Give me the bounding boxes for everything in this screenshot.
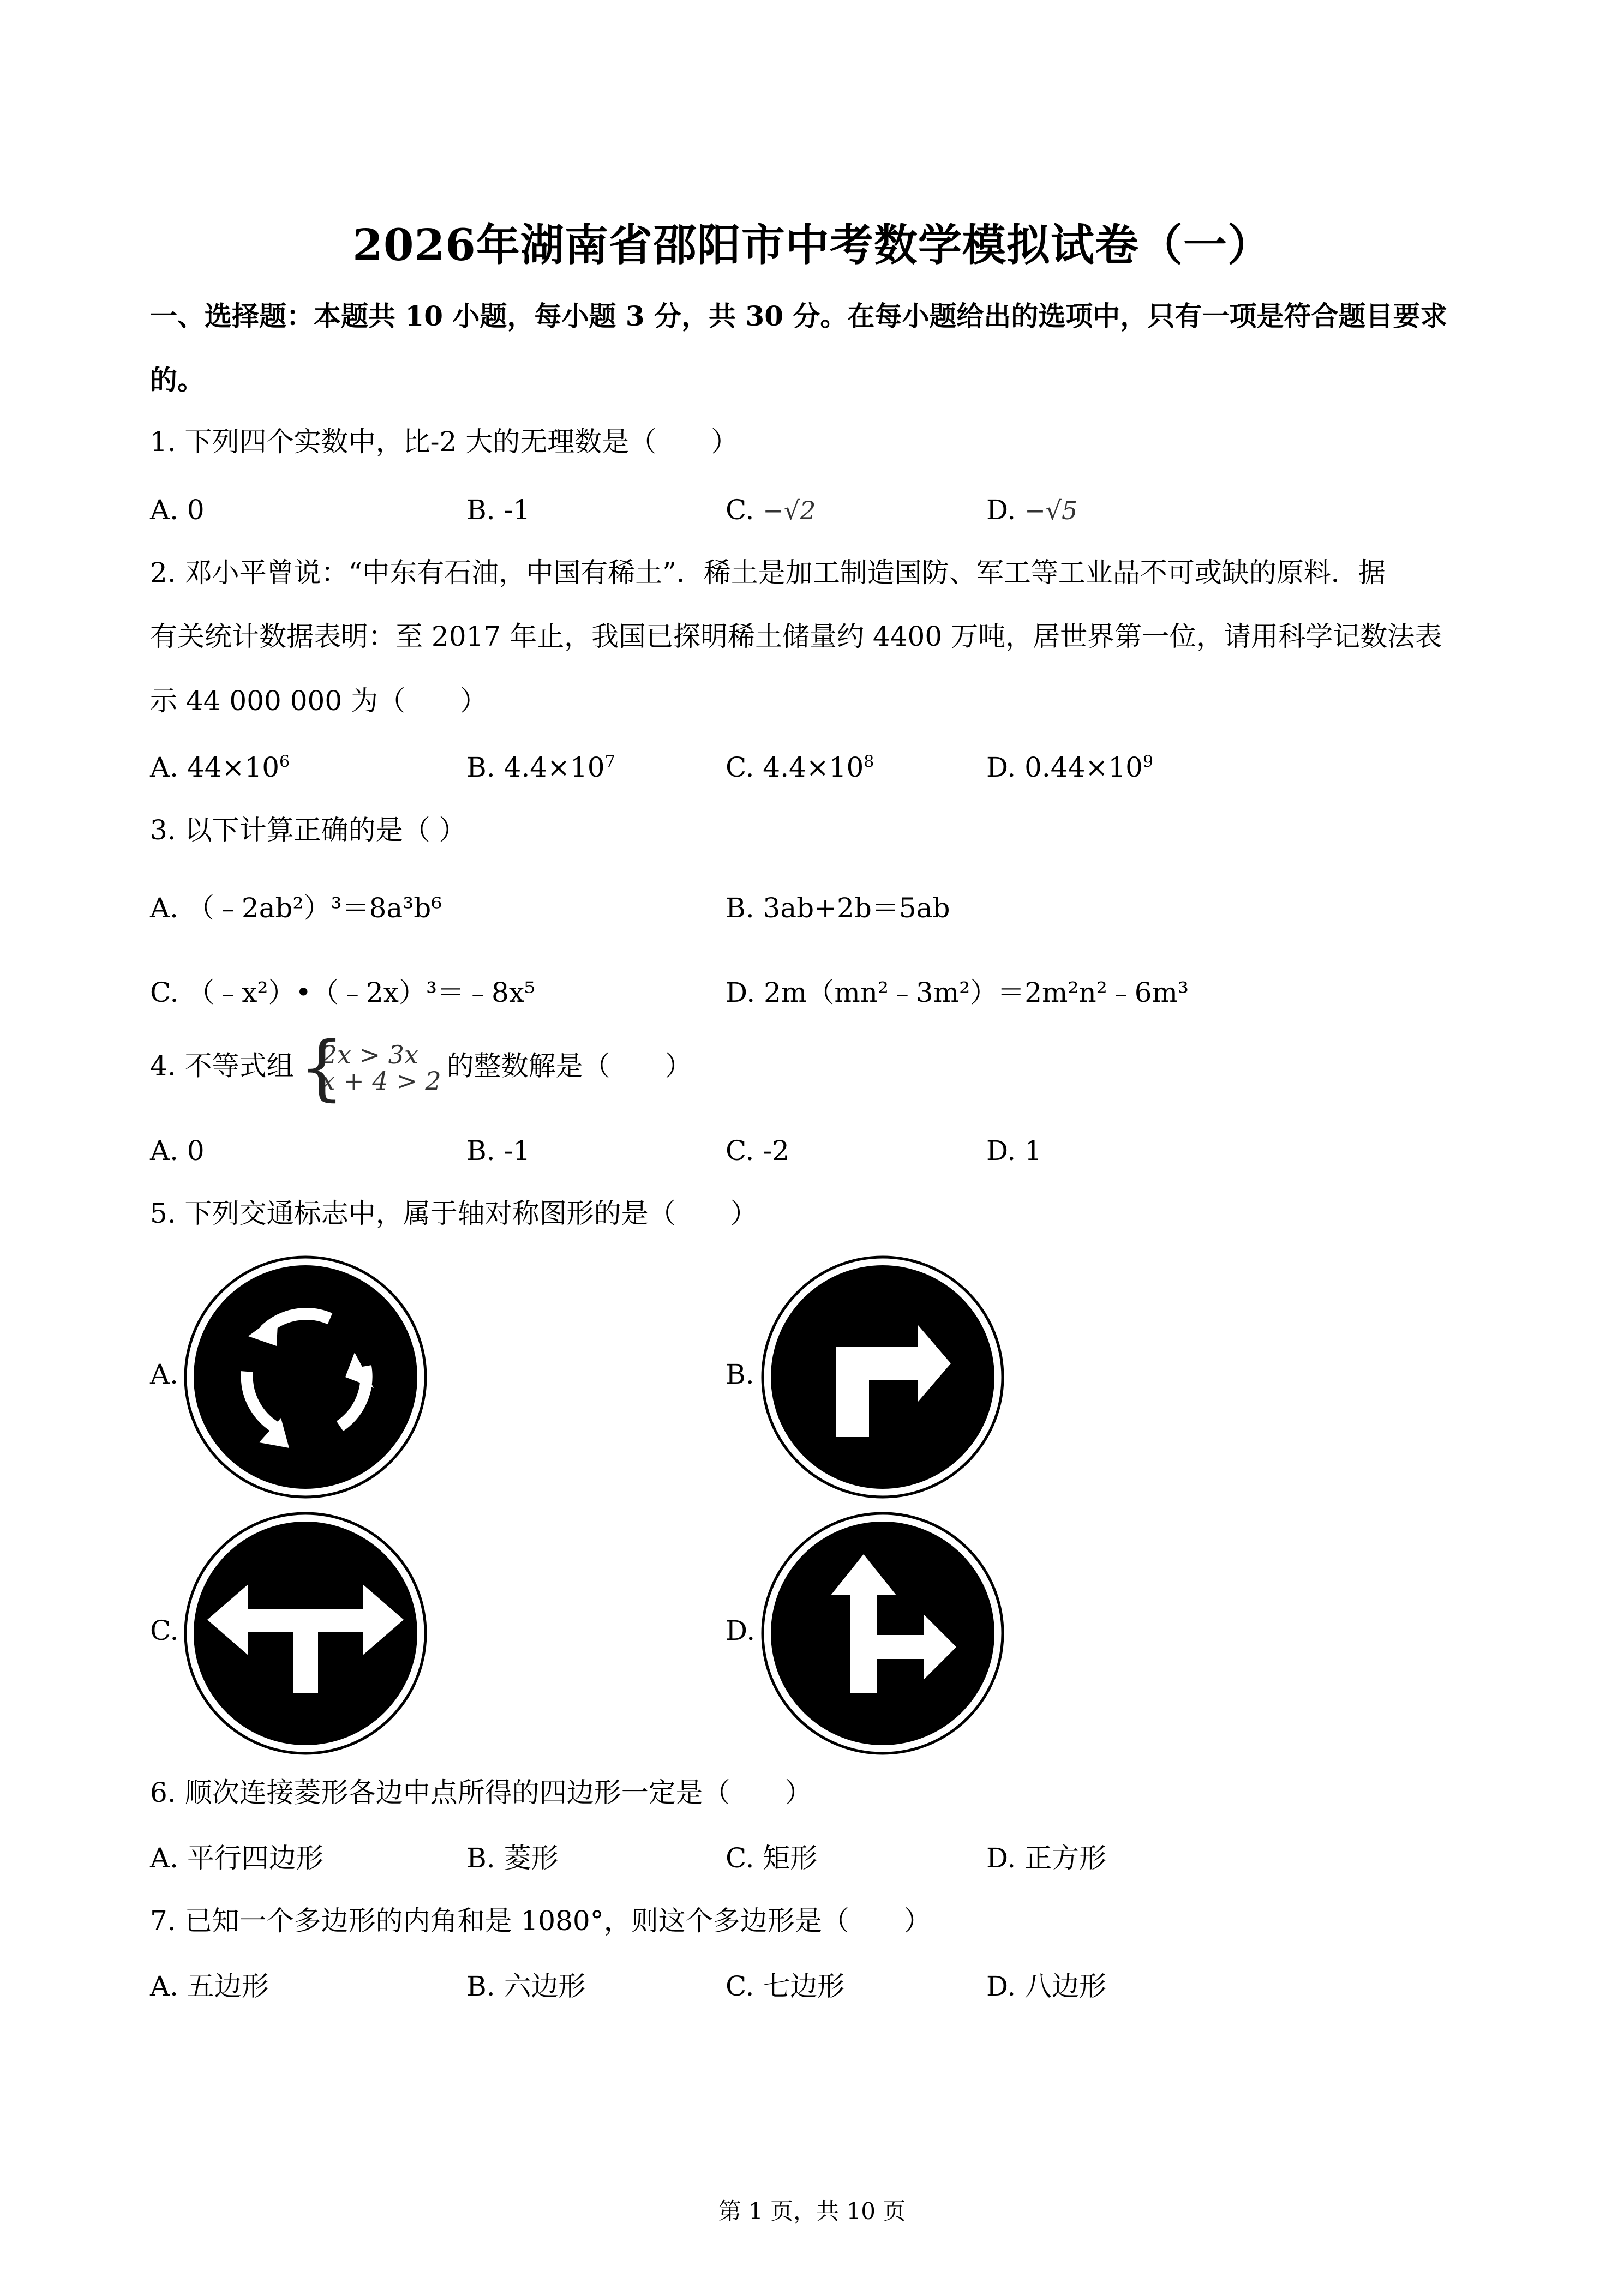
q1-option-c-math: −√2	[763, 496, 816, 525]
q4-stem	[150, 1026, 692, 1109]
q4-stem-prefix: 4. 不等式组	[150, 1050, 294, 1082]
q2-option-a-base: A. 44×10	[150, 752, 280, 783]
q2-option-d	[986, 754, 1153, 781]
q5-option-a-label: A.	[150, 1359, 179, 1390]
q7-stem: 7. 已知一个多边形的内角和是 1080°，则这个多边形是（ ）	[150, 1905, 931, 1937]
q1-option-d	[986, 496, 1077, 524]
q2-stem-line1: 2. 邓小平曾说：“中东有石油，中国有稀土”．稀土是加工制造国防、军工等工业品不可或缺的原料．据	[150, 557, 1386, 588]
q6-option-d: D. 正方形	[986, 1842, 1107, 1874]
q5-option-b-label: B.	[726, 1359, 754, 1390]
q3-stem: 3. 以下计算正确的是（ ）	[150, 814, 466, 846]
q4-option-d: D. 1	[986, 1135, 1042, 1167]
q6-stem: 6. 顺次连接菱形各边中点所得的四边形一定是（ ）	[150, 1777, 812, 1808]
section-instructions-line2: 的。	[150, 364, 205, 396]
q2-stem-line3: 示 44 000 000 为（ ）	[150, 685, 488, 717]
q5-stem: 5. 下列交通标志中，属于轴对称图形的是（ ）	[150, 1198, 758, 1229]
q1-option-b: B. -1	[466, 494, 531, 526]
q2-option-a-exp: 6	[279, 752, 290, 772]
q4-option-c: C. -2	[726, 1135, 789, 1167]
q1-option-c	[726, 496, 816, 524]
q1-option-d-math: −√5	[1024, 496, 1078, 525]
q6-option-c: C. 矩形	[726, 1842, 818, 1874]
page-footer: 第 1 页，共 10 页	[718, 2198, 906, 2225]
q3-option-b: B. 3ab+2b＝5ab	[726, 892, 950, 924]
q2-option-b-base: B. 4.4×10	[466, 752, 605, 783]
q2-option-c	[726, 754, 874, 781]
section-instructions-line1: 一、选择题：本题共 10 小题，每小题 3 分，共 30 分。在每小题给出的选项中，只有一项是符合题目要求	[150, 300, 1448, 332]
q2-option-b-exp: 7	[604, 752, 615, 772]
q3-option-c: C. （﹣x²）•（﹣2x）³＝﹣8x⁵	[150, 977, 536, 1008]
q1-option-c-label: C.	[726, 494, 754, 526]
q1-option-a: A. 0	[150, 494, 205, 526]
q2-option-c-exp: 8	[864, 752, 874, 772]
q1-option-d-label: D.	[986, 494, 1016, 526]
q3-option-d: D. 2m（mn²﹣3m²）＝2m²n²﹣6m³	[726, 977, 1189, 1008]
q5-option-d-label: D.	[726, 1615, 756, 1646]
q4-option-a: A. 0	[150, 1135, 205, 1167]
q7-option-b: B. 六边形	[466, 1970, 586, 2002]
q1-stem: 1. 下列四个实数中，比-2 大的无理数是（ ）	[150, 426, 739, 458]
q2-option-b	[466, 754, 615, 781]
q4-option-b: B. -1	[466, 1135, 531, 1167]
q4-inequality-system	[299, 1026, 441, 1109]
q6-option-a: A. 平行四边形	[150, 1842, 323, 1874]
left-brace-symbol: {	[299, 1026, 345, 1109]
q7-option-a: A. 五边形	[150, 1970, 269, 2002]
turn-right-sign-icon	[760, 1254, 1005, 1500]
roundabout-sign-icon	[183, 1254, 428, 1500]
q4-inequality-row2: x + 4 > 2	[321, 1066, 441, 1096]
q2-option-a	[150, 754, 290, 781]
q2-stem-line2: 有关统计数据表明：至 2017 年止，我国已探明稀土储量约 4400 万吨，居世界第一位，请用科学记数法表	[150, 621, 1442, 652]
q2-option-c-base: C. 4.4×10	[726, 752, 864, 783]
q3-option-a: A. （﹣2ab²）³＝8a³b⁶	[150, 892, 442, 924]
q7-option-d: D. 八边形	[986, 1970, 1107, 2002]
straight-or-right-sign-icon	[760, 1511, 1005, 1756]
q4-stem-suffix: 的整数解是（ ）	[446, 1050, 692, 1082]
q2-option-d-exp: 9	[1142, 752, 1154, 772]
q4-inequality-row1: 2x > 3x	[321, 1040, 418, 1069]
q2-option-d-base: D. 0.44×10	[986, 752, 1143, 783]
turn-left-or-right-sign-icon	[183, 1511, 428, 1756]
q5-option-c-label: C.	[150, 1615, 179, 1646]
q6-option-b: B. 菱形	[466, 1842, 559, 1874]
exam-title: 2026年湖南省邵阳市中考数学模拟试卷（一）	[352, 219, 1272, 271]
q7-option-c: C. 七边形	[726, 1970, 845, 2002]
